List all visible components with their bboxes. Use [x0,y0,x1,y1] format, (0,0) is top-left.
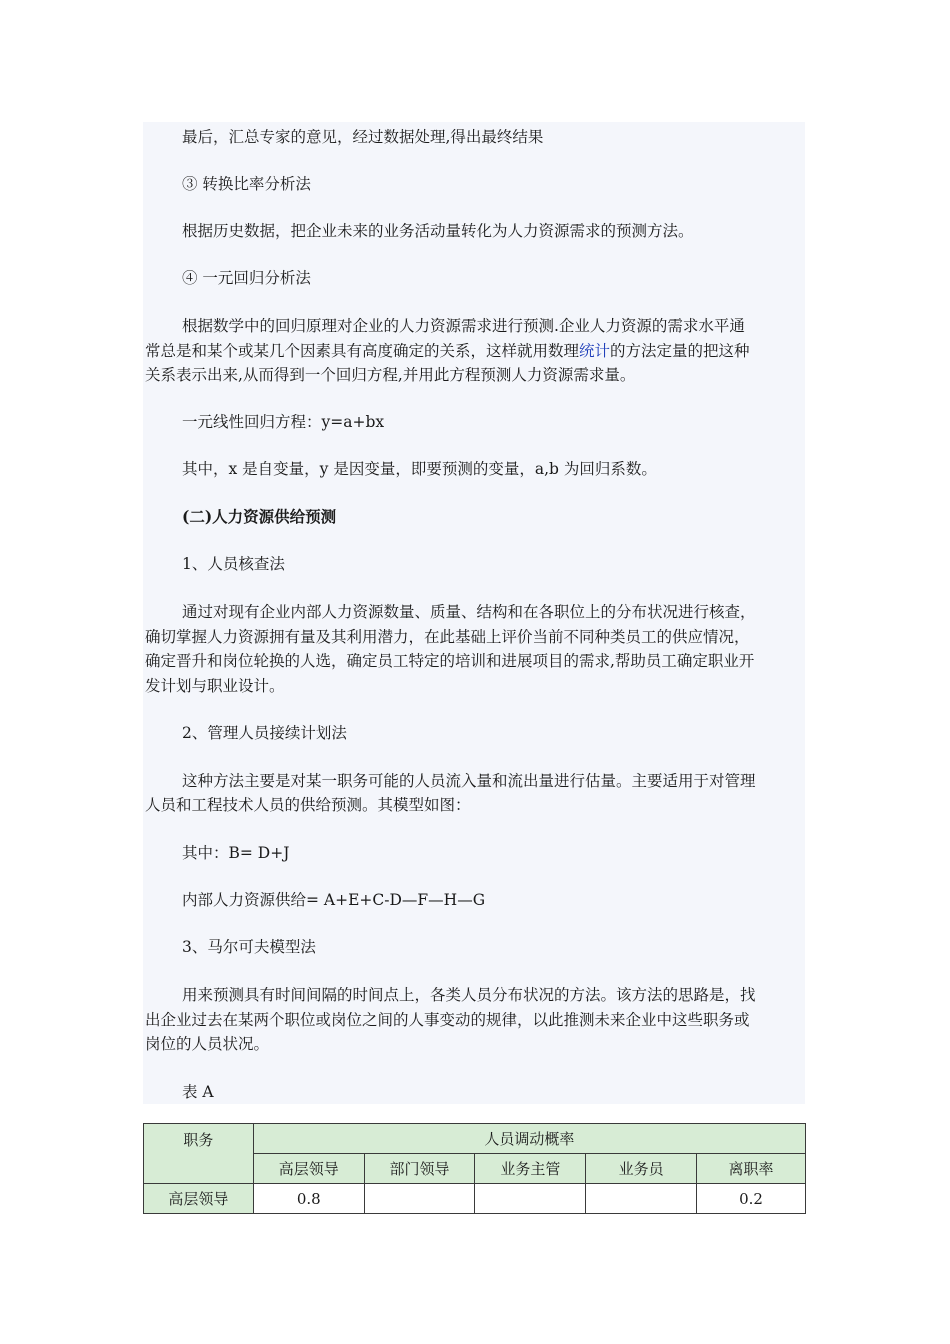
table-row [144,1184,806,1214]
transfer-probability-table [143,1123,806,1214]
column-header: 业务员 [586,1154,697,1184]
transfer-probability-header: 人员调动概率 [253,1124,805,1154]
table-cell: 0.2 [697,1184,806,1214]
column-header: 部门领导 [364,1154,475,1184]
section-heading: ③ 转换比率分析法 [182,175,311,193]
paragraph-line: 用来预测具有时间间隔的时间点上，各类人员分布状况的方法。该方法的思路是，找 [182,986,756,1004]
section-heading: 2、管理人员接续计划法 [182,724,347,742]
paragraph-line: 岗位的人员状况。 [145,1035,270,1053]
text-line: 最后，汇总专家的意见，经过数据处理,得出最终结果 [182,128,544,146]
table-cell [586,1184,697,1214]
paragraph-line: 通过对现有企业内部人力资源数量、质量、结构和在各职位上的分布状况进行核查， [182,603,756,621]
formula-line: 一元线性回归方程：y=a+bx [182,413,385,431]
section-heading: 3、马尔可夫模型法 [182,938,316,956]
paragraph-line [145,339,750,363]
paragraph-line: 人员和工程技术人员的供给预测。其模型如图： [145,796,471,814]
paragraph-line: 这种方法主要是对某一职务可能的人员流入量和流出量进行估量。主要适用于对管理 [182,772,756,790]
statistics-link[interactable]: 统计 [579,342,611,360]
formula-line: 其中：B= D+J [182,844,290,862]
paragraph-line: 出企业过去在某两个职位或岗位之间的人事变动的规律，以此推测未来企业中这些职务或 [145,1011,750,1029]
paragraph-line: 发计划与职业设计。 [145,677,285,695]
paragraph-text: 常总是和某个或某几个因素具有高度确定的关系，这样就用数理 [145,342,580,360]
position-column-header: 职务 [144,1124,254,1184]
paragraph-line: 确定晋升和岗位轮换的人选，确定员工特定的培训和进展项目的需求,帮助员工确定职业开 [145,652,755,670]
column-header: 业务主管 [475,1154,586,1184]
table-cell [364,1184,475,1214]
column-header: 高层领导 [253,1154,364,1184]
row-header: 高层领导 [144,1184,254,1214]
table-caption: 表 A [182,1083,214,1101]
column-header: 离职率 [697,1154,806,1184]
table-cell: 0.8 [253,1184,364,1214]
formula-line: 内部人力资源供给= A+E+C-D—F—H—G [182,891,486,909]
paragraph-line: 确切掌握人力资源拥有量及其利用潜力，在此基础上评价当前不同种类员工的供应情况， [145,628,750,646]
paragraph-line: 根据数学中的回归原理对企业的人力资源需求进行预测.企业人力资源的需求水平通 [182,317,745,335]
text-line: 根据历史数据，把企业未来的业务活动量转化为人力资源需求的预测方法。 [182,222,694,240]
text-line: 其中，x 是自变量，y 是因变量，即要预测的变量，a,b 为回归系数。 [182,460,657,478]
paragraph-line: 关系表示出来,从而得到一个回归方程,并用此方程预测人力资源需求量。 [145,366,636,384]
section-title: (二)人力资源供给预测 [182,507,337,526]
section-heading: ④ 一元回归分析法 [182,269,311,287]
table-cell [475,1184,586,1214]
paragraph-text: 的方法定量的把这种 [610,342,750,360]
section-heading: 1、人员核查法 [182,555,285,573]
